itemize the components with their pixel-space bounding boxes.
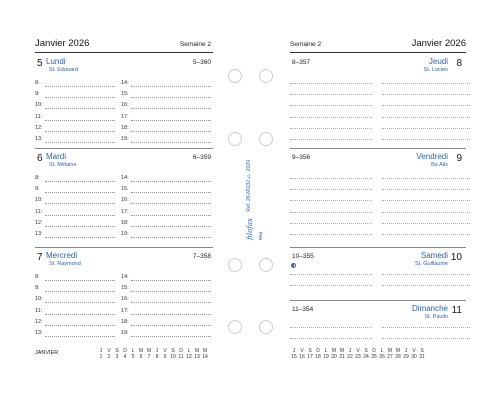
calendar-cell: M	[331, 348, 337, 354]
calendar-cell: 13	[194, 354, 200, 360]
hour-row[interactable]	[35, 296, 115, 307]
writing-line	[131, 302, 211, 303]
writing-line[interactable]	[290, 327, 372, 328]
hour-row[interactable]	[35, 125, 115, 136]
day-separator	[35, 247, 213, 248]
calendar-cell: 1	[99, 354, 103, 360]
calendar-cell: 28	[395, 354, 401, 360]
calendar-cell: 31	[419, 354, 425, 360]
day-number: 5	[37, 58, 43, 69]
day-separator	[290, 300, 466, 301]
calendar-cell: 16	[299, 354, 305, 360]
calendar-cell: 17	[307, 354, 313, 360]
calendar-cell: J	[99, 348, 103, 354]
hour-row[interactable]	[35, 186, 115, 197]
writing-line	[45, 86, 115, 87]
day-number: 10	[450, 252, 462, 263]
hour-label: 16:	[121, 296, 129, 303]
writing-line[interactable]	[382, 178, 470, 179]
ring-hole	[228, 132, 242, 146]
hour-label: 12:	[35, 124, 43, 131]
writing-line	[131, 181, 211, 182]
day-count: 5–360	[192, 59, 211, 66]
hour-label: 13:	[35, 330, 43, 336]
calendar-cell: V	[412, 348, 416, 354]
calendar-cell: M	[146, 348, 152, 354]
day-number: 7	[37, 252, 43, 263]
calendar-cell: 8	[155, 354, 159, 360]
day-separator	[290, 247, 466, 248]
calendar-cell: 30	[411, 354, 417, 360]
hour-label: 16:	[121, 197, 129, 204]
writing-line[interactable]	[290, 189, 372, 190]
writing-line	[131, 97, 211, 98]
right-page	[282, 30, 470, 376]
calendar-cell: 4	[123, 354, 127, 360]
hour-label: 17:	[121, 307, 129, 314]
hour-row[interactable]	[121, 175, 211, 186]
hour-label: 8:	[35, 80, 40, 86]
hour-row[interactable]	[35, 114, 115, 125]
writing-line	[131, 237, 211, 238]
writing-line	[45, 291, 115, 292]
calendar-cell: 24	[363, 354, 369, 360]
hour-row[interactable]	[35, 136, 115, 147]
day-block-wednesday	[35, 247, 213, 345]
ref-code: Ref. 26-68132	[246, 179, 252, 212]
hour-row[interactable]	[121, 319, 211, 330]
writing-line	[131, 280, 211, 281]
day-count: 10–355	[292, 253, 314, 260]
hour-row[interactable]	[35, 308, 115, 319]
writing-line	[45, 108, 115, 109]
hour-label: 16:	[121, 102, 129, 109]
hour-row[interactable]	[121, 209, 211, 220]
calendar-cell: 5	[131, 354, 135, 360]
hour-label: 18:	[121, 219, 129, 226]
calendar-cell: M	[339, 348, 345, 354]
hour-row[interactable]	[121, 186, 211, 197]
hour-row[interactable]	[35, 231, 115, 242]
day-number: 9	[456, 153, 462, 164]
calendar-cell: 2	[107, 354, 111, 360]
writing-line	[45, 97, 115, 98]
day-count: 11–354	[292, 306, 314, 313]
hour-row[interactable]	[121, 102, 211, 113]
writing-line[interactable]	[290, 212, 372, 213]
day-block-thursday	[290, 53, 466, 151]
saint-name: St. Lucien	[423, 67, 448, 73]
calendar-cell: M	[202, 348, 208, 354]
day-number: 6	[37, 153, 43, 164]
hour-label: 13:	[35, 231, 43, 237]
day-separator	[290, 148, 466, 149]
hour-row[interactable]	[35, 102, 115, 113]
calendar-cell: 10	[170, 354, 176, 360]
day-block-tuesday	[35, 148, 213, 246]
hour-row[interactable]	[121, 330, 211, 341]
writing-line	[45, 336, 115, 337]
hour-label: 18:	[121, 124, 129, 131]
hour-label: 17:	[121, 113, 129, 120]
day-number: 8	[456, 58, 462, 69]
calendar-cell: 21	[339, 354, 345, 360]
writing-line	[45, 192, 115, 193]
hour-row[interactable]	[35, 274, 115, 285]
calendar-cell: V	[107, 348, 111, 354]
hour-label: 19:	[121, 231, 129, 237]
calendar-cell: 29	[403, 354, 409, 360]
ring-hole	[228, 320, 242, 334]
hour-label: 19:	[121, 330, 129, 336]
writing-line	[131, 314, 211, 315]
day-name: Vendredi	[416, 152, 448, 161]
hour-label: 12:	[35, 219, 43, 226]
writing-line[interactable]	[290, 139, 372, 140]
ring-hole	[259, 320, 273, 334]
day-name: Jeudi	[428, 57, 448, 66]
calendar-cell: L	[187, 348, 191, 354]
calendar-cell: 14	[202, 354, 208, 360]
writing-line	[131, 192, 211, 193]
day-name: Samedi	[420, 251, 448, 260]
day-block-friday	[290, 148, 466, 246]
writing-line[interactable]	[382, 139, 470, 140]
calendar-cell: D	[316, 348, 320, 354]
calendar-cell: D	[123, 348, 127, 354]
calendar-cell: 9	[163, 354, 167, 360]
hour-row[interactable]	[121, 197, 211, 208]
hour-label: 15:	[121, 91, 129, 98]
calendar-cell: J	[348, 348, 352, 354]
writing-line	[45, 325, 115, 326]
hour-row[interactable]	[35, 209, 115, 220]
writing-line[interactable]	[382, 117, 470, 118]
hour-label: 10:	[35, 296, 43, 303]
calendar-cell: 3	[115, 354, 119, 360]
calendar-cell: L	[324, 348, 328, 354]
writing-line	[45, 280, 115, 281]
day-count: 9–356	[292, 154, 311, 161]
hour-label: 8:	[35, 175, 40, 181]
day-name: Mardi	[46, 152, 67, 161]
calendar-cell: 15	[291, 354, 297, 360]
hour-label: 9:	[35, 186, 40, 193]
hour-label: 11:	[35, 307, 43, 314]
calendar-cell: 27	[387, 354, 393, 360]
writing-line[interactable]	[382, 327, 470, 328]
hour-label: 17:	[121, 208, 129, 215]
writing-line	[131, 291, 211, 292]
writing-line	[45, 226, 115, 227]
calendar-cell: S	[364, 348, 368, 354]
calendar-cell: L	[380, 348, 384, 354]
writing-line[interactable]	[382, 189, 470, 190]
calendar-cell: J	[404, 348, 408, 354]
writing-line[interactable]	[382, 128, 470, 129]
writing-line[interactable]	[290, 234, 372, 235]
hour-label: 19:	[121, 136, 129, 142]
calendar-cell: D	[179, 348, 183, 354]
writing-line	[131, 108, 211, 109]
size-label: Mini	[258, 232, 263, 241]
week-label: Semaine 2	[290, 41, 322, 48]
writing-line[interactable]	[382, 200, 470, 201]
calendar-cell: 22	[347, 354, 353, 360]
hour-label: 12:	[35, 318, 43, 325]
calendar-dates	[290, 354, 426, 360]
hour-row[interactable]	[121, 114, 211, 125]
hour-row[interactable]	[121, 231, 211, 242]
writing-line	[131, 336, 211, 337]
ring-hole	[228, 69, 242, 83]
hour-label: 11:	[35, 208, 43, 215]
calendar-cell: M	[387, 348, 393, 354]
copyright: © 2024	[246, 160, 252, 179]
writing-line[interactable]	[382, 223, 470, 224]
writing-line[interactable]	[382, 338, 470, 339]
writing-line	[131, 203, 211, 204]
moon-phase-icon	[291, 263, 296, 268]
hour-label: 13:	[35, 136, 43, 142]
hour-row[interactable]	[121, 308, 211, 319]
calendar-dates	[97, 354, 209, 360]
hour-label: 15:	[121, 186, 129, 193]
writing-line	[45, 142, 115, 143]
writing-line	[45, 237, 115, 238]
calendar-cell: S	[171, 348, 175, 354]
calendar-cell: V	[163, 348, 167, 354]
writing-line	[45, 302, 115, 303]
calendar-cell: S	[420, 348, 424, 354]
calendar-cell: D	[372, 348, 376, 354]
calendar-cell: J	[155, 348, 159, 354]
ring-hole	[259, 132, 273, 146]
writing-line[interactable]	[290, 178, 372, 179]
mini-calendar-right	[290, 348, 468, 364]
hour-label: 14:	[121, 175, 129, 181]
hour-row[interactable]	[121, 285, 211, 296]
hour-label: 9:	[35, 285, 40, 292]
hour-row[interactable]	[121, 80, 211, 91]
writing-line	[131, 86, 211, 87]
calendar-cell: 23	[355, 354, 361, 360]
left-page	[27, 30, 217, 376]
hour-label: 10:	[35, 197, 43, 204]
hour-row[interactable]	[35, 319, 115, 330]
writing-line	[131, 131, 211, 132]
saint-name: St. Raymond	[49, 261, 81, 267]
calendar-cell: S	[115, 348, 119, 354]
saint-name: St. Mélaine	[49, 162, 77, 168]
day-count: 6–359	[192, 154, 211, 161]
day-separator	[35, 148, 213, 149]
writing-line	[45, 314, 115, 315]
hour-row[interactable]	[35, 330, 115, 341]
day-block-saturday	[290, 247, 466, 297]
calendar-cell: 26	[379, 354, 385, 360]
hour-label: 11:	[35, 113, 43, 120]
hour-label: 9:	[35, 91, 40, 98]
calendar-cell: 18	[315, 354, 321, 360]
hour-row[interactable]	[35, 91, 115, 102]
month-title: Janvier 2026	[35, 38, 90, 49]
hour-row[interactable]	[35, 80, 115, 91]
calendar-cell: 25	[371, 354, 377, 360]
week-label: Semaine 2	[179, 41, 211, 48]
day-name: Lundi	[46, 57, 66, 66]
writing-line[interactable]	[290, 200, 372, 201]
calendar-cell: M	[138, 348, 144, 354]
hour-label: 8:	[35, 274, 40, 280]
calendar-cell: M	[395, 348, 401, 354]
spine-ref	[246, 160, 256, 212]
writing-line[interactable]	[290, 117, 372, 118]
day-count: 7–358	[192, 253, 211, 260]
hour-row[interactable]	[121, 220, 211, 231]
writing-line[interactable]	[290, 83, 372, 84]
ring-hole	[228, 258, 242, 272]
writing-line	[45, 181, 115, 182]
writing-line[interactable]	[290, 128, 372, 129]
calendar-cell: 12	[186, 354, 192, 360]
writing-line[interactable]	[290, 223, 372, 224]
hour-row[interactable]	[121, 91, 211, 102]
writing-line	[45, 131, 115, 132]
ring-hole	[259, 258, 273, 272]
day-name: Dimanche	[411, 304, 448, 313]
calendar-cell: V	[356, 348, 360, 354]
day-name: Mercredi	[46, 251, 78, 260]
writing-line	[131, 215, 211, 216]
hour-row[interactable]	[35, 220, 115, 231]
saint-name: St. Guillaume	[414, 261, 448, 267]
writing-line[interactable]	[290, 274, 372, 275]
day-block-sunday	[290, 300, 466, 350]
writing-line[interactable]	[382, 234, 470, 235]
calendar-cell: M	[194, 348, 200, 354]
writing-line	[45, 215, 115, 216]
calendar-cell: 20	[331, 354, 337, 360]
right-header	[290, 38, 466, 52]
calendar-cell: 19	[323, 354, 329, 360]
calendar-cell: L	[131, 348, 135, 354]
writing-line[interactable]	[290, 338, 372, 339]
writing-line[interactable]	[382, 83, 470, 84]
saint-name: St. Paulin	[424, 314, 448, 320]
writing-line[interactable]	[382, 212, 470, 213]
hour-label: 14:	[121, 274, 129, 280]
hour-row[interactable]	[121, 296, 211, 307]
saint-name: St. Edouard	[49, 67, 79, 73]
calendar-cell: J	[292, 348, 296, 354]
hour-row[interactable]	[35, 197, 115, 208]
brand-logo: filofax	[246, 218, 254, 240]
writing-line[interactable]	[382, 105, 470, 106]
left-header	[35, 38, 213, 52]
writing-line[interactable]	[382, 274, 470, 275]
writing-line[interactable]	[290, 285, 372, 286]
month-title: Janvier 2026	[411, 38, 466, 49]
calendar-cell: 7	[147, 354, 151, 360]
day-number: 11	[451, 305, 462, 316]
writing-line	[131, 226, 211, 227]
hour-row[interactable]	[35, 175, 115, 186]
calendar-cell: 6	[139, 354, 143, 360]
writing-line	[131, 142, 211, 143]
hour-label: 18:	[121, 318, 129, 325]
calendar-month: JANVIER	[35, 350, 59, 356]
saint-name: Be Alix	[431, 162, 448, 168]
hour-label: 14:	[121, 80, 129, 86]
hour-row[interactable]	[121, 274, 211, 285]
writing-line[interactable]	[290, 94, 372, 95]
hour-row[interactable]	[121, 125, 211, 136]
writing-line[interactable]	[382, 94, 470, 95]
calendar-cell: S	[308, 348, 312, 354]
writing-line	[45, 120, 115, 121]
writing-line[interactable]	[382, 285, 470, 286]
hour-label: 10:	[35, 102, 43, 109]
mini-calendar-left	[35, 348, 215, 364]
writing-line	[131, 325, 211, 326]
hour-row[interactable]	[121, 136, 211, 147]
hour-row[interactable]	[35, 285, 115, 296]
ring-hole	[259, 69, 273, 83]
writing-line	[45, 203, 115, 204]
calendar-cell: 11	[178, 354, 184, 360]
day-block-monday	[35, 53, 213, 151]
writing-line[interactable]	[290, 105, 372, 106]
day-count: 8–357	[292, 59, 311, 66]
calendar-cell: V	[300, 348, 304, 354]
hour-label: 15:	[121, 285, 129, 292]
writing-line	[131, 120, 211, 121]
